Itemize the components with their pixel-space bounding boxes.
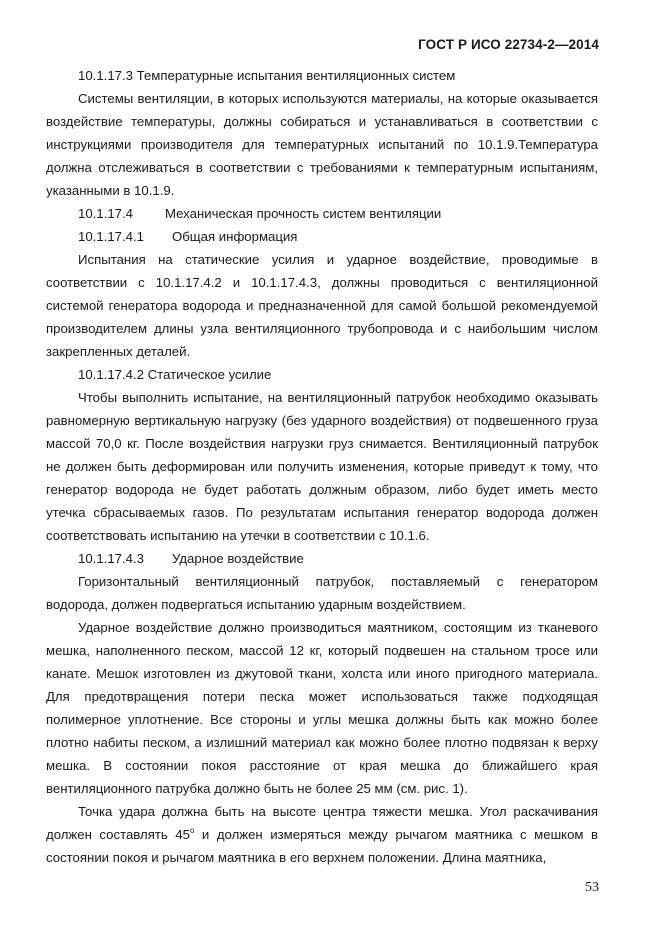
- section-heading-10-1-17-4-2: 10.1.17.4.2 Статическое усилие: [78, 367, 272, 382]
- paragraph-text: и должен измеряться между рычагом маятника с мешком в состоянии покоя и рычагом маятника в его верхнем положении. Длина маятника,: [46, 827, 599, 865]
- paragraph: Испытания на статические усилия и ударное воздействие, проводимые в соответствии с 10.1.17.4.2 и 10.1.17.4.3, должны проводиться с вентиляционной системой генератора водорода и предназначенной для самой большой рекомендуемой производителем длины узла вентиляционного трубопровода и с наибольшим числом закрепленных деталей.: [46, 252, 598, 359]
- document-body: [46, 64, 598, 869]
- section-heading-10-1-17-4-1: [46, 225, 598, 248]
- section-title: Механическая прочность систем вентиляции: [165, 206, 442, 221]
- paragraph: Чтобы выполнить испытание, на вентиляционный патрубок необходимо оказывать равномерную вертикальную нагрузку (без ударного воздействия) от подвешенного груза массой 70,0 кг. После воздействия нагрузки груз снимается. Вентиляционный патрубок не должен быть деформирован или получить изменения, которые приведут к тому, что генератор водорода не будет работать должным образом, либо будет иметь место утечка сбрасываемых газов. По результатам испытания генератор водорода должен соответствовать испытанию на утечки в соответствии с 10.1.6.: [46, 390, 598, 543]
- section-title: Ударное воздействие: [172, 551, 304, 566]
- degree-superscript: o: [189, 826, 195, 835]
- document-header: ГОСТ Р ИСО 22734-2—2014: [418, 37, 599, 52]
- section-number: 10.1.17.4.3: [78, 551, 144, 566]
- paragraph: Ударное воздействие должно производиться маятником, состоящим из тканевого мешка, наполненного песком, массой 12 кг, который подвешен на стальном тросе или канате. Мешок изготовлен из джутовой ткани, холста или иного пригодного материала. Для предотвращения потери песка может использоваться также подходящая полимерное уплотнение. Все стороны и углы мешка должны быть как можно более плотно набиты песком, а излишний материал как можно более плотно подвязан к верху мешка. В состоянии покоя расстояние от края мешка до ближайшего края вентиляционного патрубка должно быть не более 25 мм (см. рис. 1).: [46, 620, 598, 796]
- section-heading-10-1-17-4: [46, 202, 598, 225]
- section-heading-10-1-17-4-3: [46, 547, 598, 570]
- paragraph: Горизонтальный вентиляционный патрубок, поставляемый с генератором водорода, должен подвергаться испытанию ударным воздействием.: [46, 574, 598, 612]
- paragraph-text: Точка удара должна быть на высоте центра тяжести мешка. Угол раскачивания должен составлять 45: [46, 804, 598, 842]
- section-heading-10-1-17-3: 10.1.17.3 Температурные испытания вентиляционных систем: [78, 68, 456, 83]
- section-number: 10.1.17.4: [78, 206, 133, 221]
- section-number: 10.1.17.4.1: [78, 229, 144, 244]
- paragraph: Системы вентиляции, в которых используются материалы, на которые оказывается воздействие температуры, должны собираться и устанавливаться в соответствии с инструкциями производителя для температурных испытаний по 10.1.9.Температура должна отслеживаться в соответствии с требованиями к температурным испытаниям, указанными в 10.1.9.: [46, 91, 598, 198]
- section-title: Общая информация: [172, 229, 298, 244]
- paragraph: [46, 800, 598, 869]
- page-number: 53: [585, 880, 599, 895]
